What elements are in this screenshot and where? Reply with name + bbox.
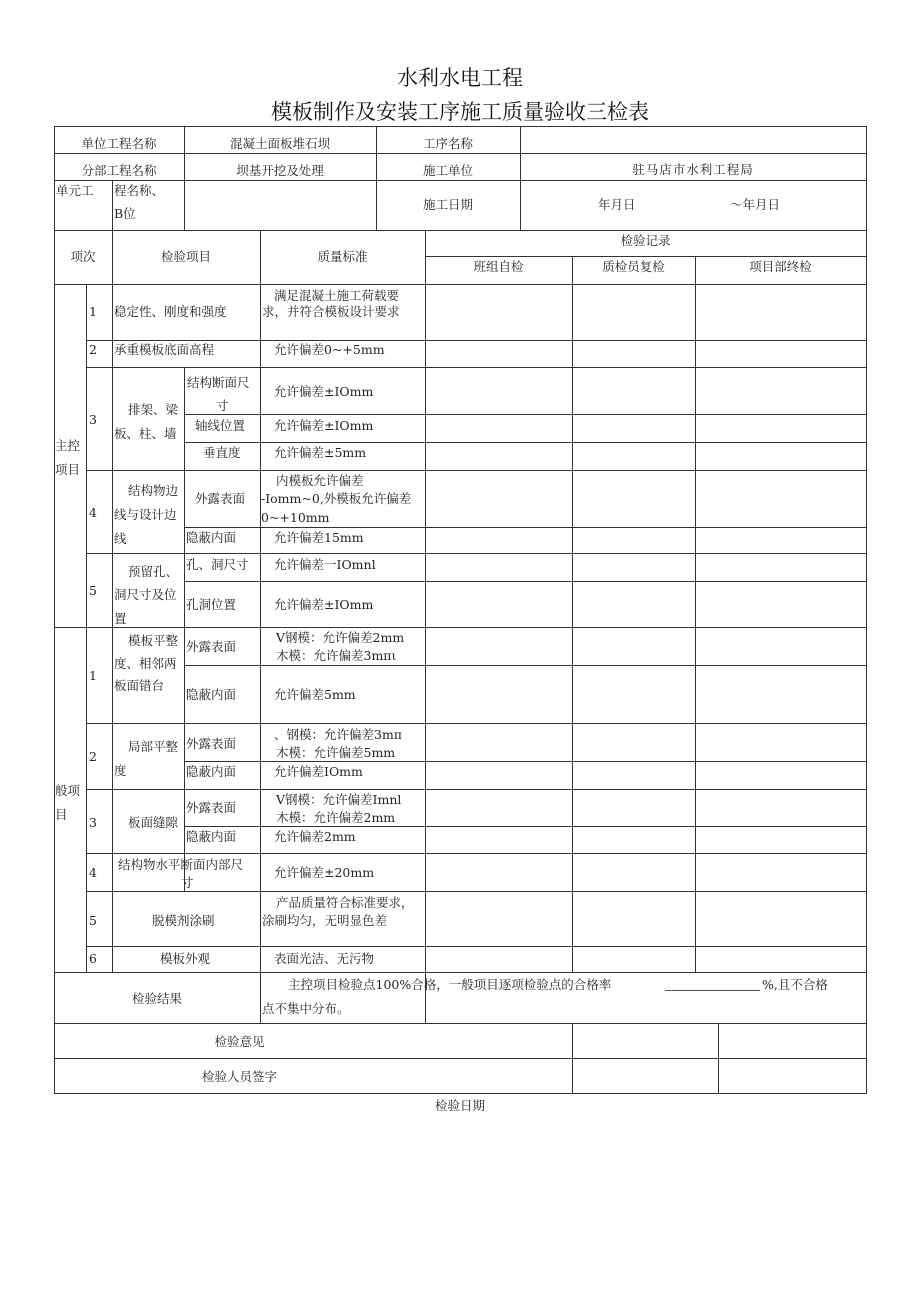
mc-r2-item: 承重模板底面高程 (114, 342, 215, 357)
gen-g4-no: 4 (89, 865, 97, 880)
main-control-label-b: 项目 (55, 462, 81, 477)
general-label-a: 般项 (55, 783, 81, 798)
grid-hline (54, 153, 867, 154)
col-final-check: 项目部终检 (749, 259, 812, 274)
mc-r4-item-b: 线与设计边 (114, 507, 177, 522)
document-title-line1: 水利水电工程 (397, 66, 523, 90)
grid-vline (520, 126, 521, 231)
mc-r4-std2: 允许偏差15mm (274, 530, 364, 545)
mc-r4-sub1: 外露表面 (195, 491, 246, 506)
mc-r3-sub1-b: 寸 (216, 398, 229, 413)
grid-hline (54, 284, 867, 285)
grid-vline (718, 1023, 719, 1094)
gen-g2-sub1: 外露表面 (186, 736, 237, 751)
gen-g2-std1-b: 木模：允许偏差5mm (276, 745, 396, 760)
gen-g3-std1-a: V钢模：允许偏差Imnl (276, 792, 402, 807)
grid-vline (260, 972, 261, 1024)
gen-g1-std1-a: V钢模：允许偏差2mm (276, 630, 405, 645)
gen-g6-std: 表面光洁、无污物 (274, 951, 375, 966)
col-record: 检验记录 (620, 233, 671, 248)
gen-g2-item-b: 度 (114, 763, 127, 778)
grid-vline (695, 256, 696, 973)
sub-project-value: 坝基开挖及处理 (236, 163, 324, 178)
element-label-c: B位 (114, 206, 136, 221)
mc-r5-item-a: 预留孔、 (128, 564, 179, 579)
mc-r1-std-b: 求，并符合模板设计要求 (262, 304, 400, 319)
gen-g1-std1-b: 木模：允许偏差3mπι (276, 648, 397, 663)
col-qc-recheck: 质检员复检 (602, 259, 665, 274)
mc-r4-no: 4 (89, 505, 97, 520)
mc-r2-no: 2 (89, 342, 97, 357)
grid-hline (184, 581, 867, 582)
gen-g3-no: 3 (89, 815, 97, 830)
result-text-c: 点不集中分布。 (262, 1001, 350, 1016)
gen-g1-item-c: 板面错台 (114, 678, 165, 693)
contractor-value: 驻马店市水利工程局 (632, 162, 754, 177)
gen-g2-std2: 允许偏差IOmm (274, 764, 363, 779)
gen-g1-no: 1 (89, 668, 97, 683)
opinion-label: 检验意见 (214, 1034, 265, 1049)
contractor-label: 施工单位 (422, 163, 473, 178)
gen-g5-item: 脱模剂涂刷 (152, 913, 215, 928)
result-text-a: 主控项目检验点100%合格，一般项目逐项检验点的合格率 (288, 977, 612, 992)
process-name-label: 工序名称 (422, 136, 473, 151)
mc-r5-std1: 允许偏差一IOmnl (274, 557, 376, 572)
gen-g4-std: 允许偏差±20mm (274, 865, 375, 880)
grid-vline (86, 284, 87, 973)
mc-r4-sub2: 隐蔽内面 (186, 530, 237, 545)
gen-g5-no: 5 (89, 913, 97, 928)
grid-hline (54, 1093, 867, 1094)
gen-g2-sub2: 隐蔽内面 (186, 764, 237, 779)
mc-r5-std2: 允许偏差±IOmm (274, 597, 374, 612)
gen-g3-std1-b: 木模：允许偏差2mm (276, 810, 396, 825)
col-standard: 质量标准 (317, 249, 368, 264)
gen-g3-sub2: 隐蔽内面 (186, 829, 237, 844)
mc-r4-item-a: 结构物边 (128, 483, 179, 498)
grid-hline (54, 1058, 867, 1059)
mc-r4-std1-b: -Iomm~0,外模板允许偏差 (261, 491, 412, 506)
gen-g5-std-b: 涂刷均匀，无明显色差 (262, 913, 388, 928)
gen-g1-std2: 允许偏差5mm (274, 687, 356, 702)
gen-g2-item-a: 局部平整 (128, 739, 179, 754)
gen-g5-std-a: 产品质量符合标准要求， (276, 895, 414, 910)
grid-vline (54, 126, 55, 1094)
grid-hline (54, 1023, 867, 1024)
pass-rate-blank[interactable] (665, 990, 760, 991)
mc-r3-sub2: 轴线位置 (195, 418, 246, 433)
grid-hline (184, 665, 867, 666)
document-title-line2: 模板制作及安装工序施工质量验收三检表 (271, 100, 649, 124)
grid-hline (86, 470, 867, 471)
grid-vline (184, 367, 185, 628)
inspection-date-label: 检验日期 (434, 1098, 485, 1113)
result-label: 检验结果 (131, 991, 182, 1006)
grid-hline (184, 527, 867, 528)
grid-hline (86, 553, 867, 554)
col-team-check: 班组自检 (473, 259, 524, 274)
construction-date-end: ～年月日 (730, 197, 781, 212)
grid-hline (54, 972, 867, 973)
unit-project-label: 单位工程名称 (81, 136, 157, 151)
gen-g1-sub2: 隐蔽内面 (186, 687, 237, 702)
grid-hline (184, 442, 867, 443)
mc-r3-std3: 允许偏差±5mm (274, 445, 367, 460)
mc-r1-item: 稳定性、刚度和强度 (114, 304, 227, 319)
main-control-label-a: 主控 (55, 438, 81, 453)
mc-r5-sub2: 孔洞位置 (186, 597, 237, 612)
element-label-b: 程名称、 (114, 183, 165, 198)
grid-hline (54, 230, 867, 231)
gen-g6-no: 6 (89, 951, 97, 966)
col-inspection-item: 检验项目 (160, 249, 211, 264)
gen-g3-sub1: 外露表面 (186, 800, 237, 815)
gen-g1-item-a: 模板平整 (128, 633, 179, 648)
mc-r3-item-b: 板、柱、墙 (114, 426, 177, 441)
mc-r3-item-a: 排架、梁 (128, 402, 179, 417)
mc-r4-item-c: 线 (114, 531, 127, 546)
general-label-b: 目 (55, 807, 68, 822)
mc-r5-sub1: 孔、洞尺寸 (186, 557, 249, 572)
col-item-no: 项次 (70, 249, 96, 264)
grid-hline (54, 180, 867, 181)
grid-hline (86, 789, 867, 790)
mc-r5-no: 5 (89, 583, 97, 598)
grid-vline (866, 126, 867, 1094)
grid-vline (572, 256, 573, 973)
grid-hline (86, 367, 867, 368)
mc-r1-no: 1 (89, 304, 97, 319)
grid-vline (112, 284, 113, 973)
sub-project-label: 分部工程名称 (81, 163, 157, 178)
gen-g6-item: 模板外观 (160, 951, 211, 966)
gen-g4-item-b: 寸 (181, 875, 194, 890)
grid-hline (54, 126, 867, 127)
construction-date-label: 施工日期 (422, 197, 473, 212)
mc-r3-std1: 允许偏差±IOmm (274, 384, 374, 399)
result-text-b: %,且不合格 (762, 977, 828, 992)
mc-r3-std2: 允许偏差±IOmm (274, 418, 374, 433)
grid-vline (112, 180, 113, 231)
grid-hline (425, 256, 867, 257)
mc-r5-item-b: 洞尺寸及位 (114, 587, 177, 602)
mc-r4-std1-c: 0~+10mm (261, 510, 330, 525)
gen-g3-std2: 允许偏差2mm (274, 829, 356, 844)
mc-r3-sub3: 垂直度 (203, 445, 241, 460)
gen-g3-item: 板面缝隙 (128, 815, 179, 830)
signature-label: 检验人员签字 (201, 1069, 277, 1084)
grid-vline (260, 284, 261, 973)
grid-hline (184, 761, 867, 762)
gen-g2-no: 2 (89, 749, 97, 764)
mc-r3-sub1-a: 结构断面尺 (187, 375, 250, 390)
grid-hline (86, 723, 867, 724)
grid-hline (54, 627, 867, 628)
unit-project-value: 混凝土面板堆石坝 (229, 136, 330, 151)
mc-r1-std-a: 满足混凝土施工荷载要 (274, 288, 400, 303)
gen-g4-item-a: 结构物水平断面内部尺 (118, 857, 244, 872)
mc-r4-std1-a: 内模板允许偏差 (276, 473, 364, 488)
grid-hline (184, 826, 867, 827)
grid-hline (86, 946, 867, 947)
grid-hline (86, 891, 867, 892)
construction-date-start: 年月日 (598, 197, 636, 212)
grid-hline (184, 414, 867, 415)
grid-hline (86, 853, 867, 854)
gen-g1-item-b: 度、相邻两 (114, 656, 177, 671)
grid-vline (572, 1023, 573, 1094)
mc-r2-std: 允许偏差0~+5mm (274, 342, 385, 357)
gen-g2-std1-a: 、钢模：允许偏差3mπ (274, 727, 403, 742)
mc-r3-no: 3 (89, 412, 97, 427)
gen-g1-sub1: 外露表面 (186, 639, 237, 654)
element-label-a: 单元工 (56, 183, 94, 198)
mc-r5-item-c: 置 (114, 611, 127, 626)
